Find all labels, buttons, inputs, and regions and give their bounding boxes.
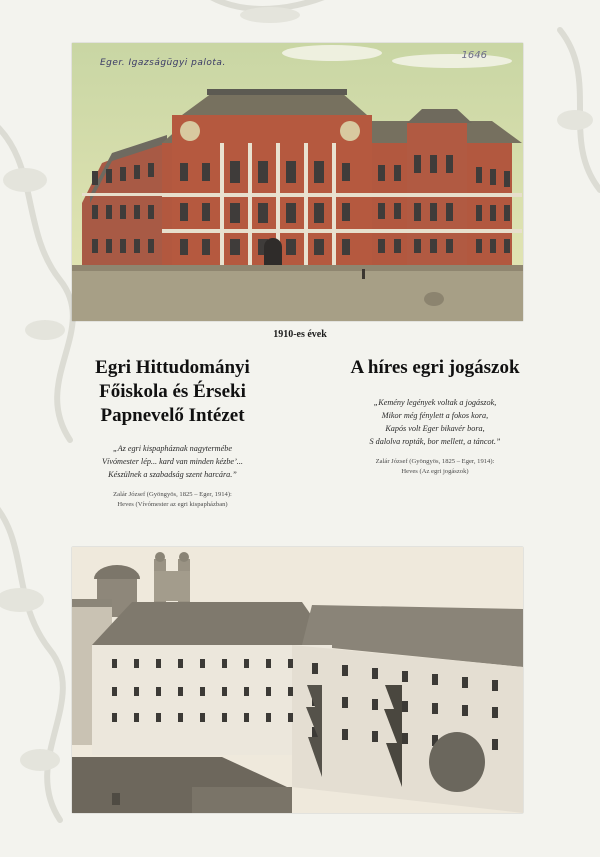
heading-line: A híres egri jogászok <box>350 357 520 378</box>
photo-caption: 1910-es évek <box>273 329 327 340</box>
courthouse-postcard-photo <box>72 43 523 321</box>
poem-quote <box>70 442 275 481</box>
quote-line: „Az egri kispapháznak nagytermébe <box>113 444 232 453</box>
quote-line: „Kemény legények voltak a jogászok, <box>373 398 497 407</box>
seminary-heading <box>70 356 275 428</box>
postcard-number: 1646 <box>461 50 487 61</box>
quote-attribution <box>325 457 545 477</box>
seminary-courtyard-photo <box>72 547 523 813</box>
quote-line: Mikor még fénylett a fokos kora, <box>381 411 489 420</box>
heading-line: Papnevelő Intézet <box>100 405 245 426</box>
poem-quote <box>325 396 545 448</box>
postcard-title: Eger. Igazságügyi palota. <box>100 58 226 68</box>
attribution-line: Zalár József (Gyöngyös, 1825 – Eger, 1914): <box>113 491 232 498</box>
heading-line: Egri Hittudományi <box>95 357 250 378</box>
heading-line: Főiskola és Érseki <box>99 381 246 402</box>
attribution-line: Heves (Az egri jogászok) <box>401 468 469 475</box>
quote-line: Készülnek a szabadság szent harcára.” <box>108 470 237 479</box>
lawyers-heading <box>325 356 545 380</box>
seminary-text-column <box>70 356 275 510</box>
quote-line: Kapós volt Eger bikavér bora, <box>385 424 485 433</box>
attribution-line: Zalár József (Gyöngyös, 1825 – Eger, 1914): <box>375 458 495 465</box>
lawyers-text-column <box>325 356 545 477</box>
quote-line: S dalolva ropták, bor mellett, a táncot.” <box>369 437 501 446</box>
quote-line: Vívómester lép... kard van minden kézbe’... <box>102 457 243 466</box>
quote-attribution <box>70 490 275 510</box>
attribution-line: Heves (Vívómester az egri kispapházban) <box>117 501 228 508</box>
